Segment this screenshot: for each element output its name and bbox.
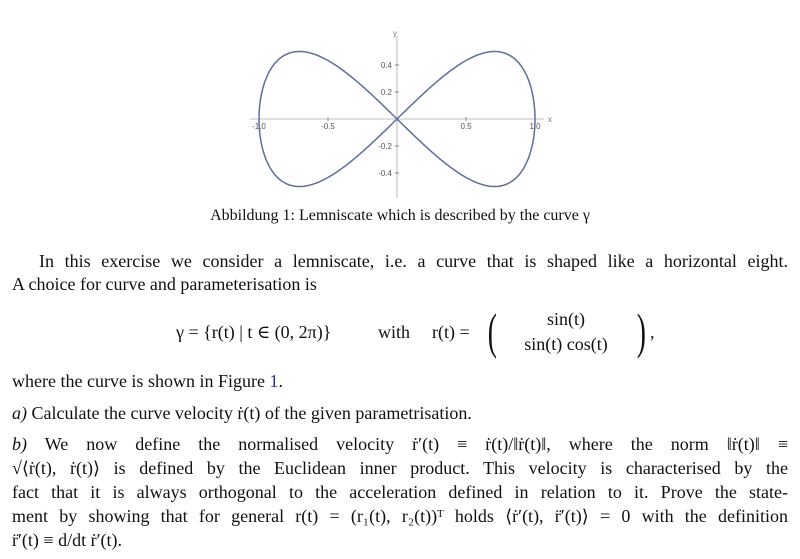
y-tick-label: -0.4	[378, 169, 392, 178]
paragraph-1-line-2: A choice for curve and parameterisation is	[12, 274, 317, 294]
paragraph-2-text: where the curve is shown in Figure	[12, 371, 270, 391]
item-b-line-3: fact that it is always orthogonal to the acceleration defined in relation to it. Prove the state-	[12, 482, 788, 502]
figure-caption: Abbildung 1: Lemniscate which is described by the curve γ	[210, 207, 590, 224]
x-axis-label: x	[548, 115, 552, 124]
figure-ref-link[interactable]: 1	[269, 371, 279, 391]
eq-with: with	[378, 322, 411, 342]
item-b-line-1-text: We now define the normalised velocity ṙ′(t) ≡ ṙ(t)/‖ṙ(t)‖, where the norm ‖ṙ(t)‖ ≡	[44, 434, 788, 454]
x-tick-label: 1.0	[529, 122, 541, 131]
item-b-line-5: r̈′(t) ≡ d/dt ṙ′(t).	[12, 530, 122, 550]
y-tick-label: 0.4	[380, 61, 392, 70]
item-a-text: Calculate the curve velocity ṙ(t) of the given parametrisation.	[31, 403, 472, 423]
item-b-label: b)	[12, 434, 27, 454]
y-tick-label: -0.2	[378, 142, 392, 151]
item-b-line-4: ment by showing that for general r(t) = (r₁(t), r₂(t))ᵀ holds ⟨ṙ′(t), r̈′(t)⟩ = 0 with the definition	[12, 506, 788, 526]
lemniscate-figure	[240, 28, 560, 204]
eq-r: r(t) =	[432, 322, 470, 342]
item-a-label: a)	[12, 403, 27, 423]
eq-vector-row-1: sin(t)	[547, 309, 585, 329]
paragraph-2-end: .	[278, 371, 283, 391]
x-tick-label: -0.5	[321, 122, 335, 131]
y-tick-label: 0.2	[380, 88, 392, 97]
right-paren: )	[637, 303, 647, 359]
lemniscate-plot	[240, 28, 560, 204]
eq-vector-row-2: sin(t) cos(t)	[524, 334, 608, 354]
x-tick-label: 0.5	[460, 122, 472, 131]
eq-gamma: γ = {r(t) | t ∈ (0, 2π)}	[176, 322, 332, 342]
eq-vector	[487, 303, 647, 362]
x-tick-label: -1.0	[252, 122, 266, 131]
left-paren: (	[487, 303, 497, 359]
item-b-line-2: √⟨ṙ(t), ṙ(t)⟩ is defined by the Euclidean inner product. This velocity is characterised by the	[12, 458, 788, 478]
y-axis-label: y	[393, 29, 397, 38]
item-a	[12, 402, 472, 424]
paragraph-1-line-1: In this exercise we consider a lemniscate, i.e. a curve that is shaped like a horizontal eight.	[39, 251, 788, 271]
item-b-line-1	[12, 433, 788, 455]
paragraph-2	[12, 370, 283, 392]
eq-comma: ,	[650, 322, 655, 342]
